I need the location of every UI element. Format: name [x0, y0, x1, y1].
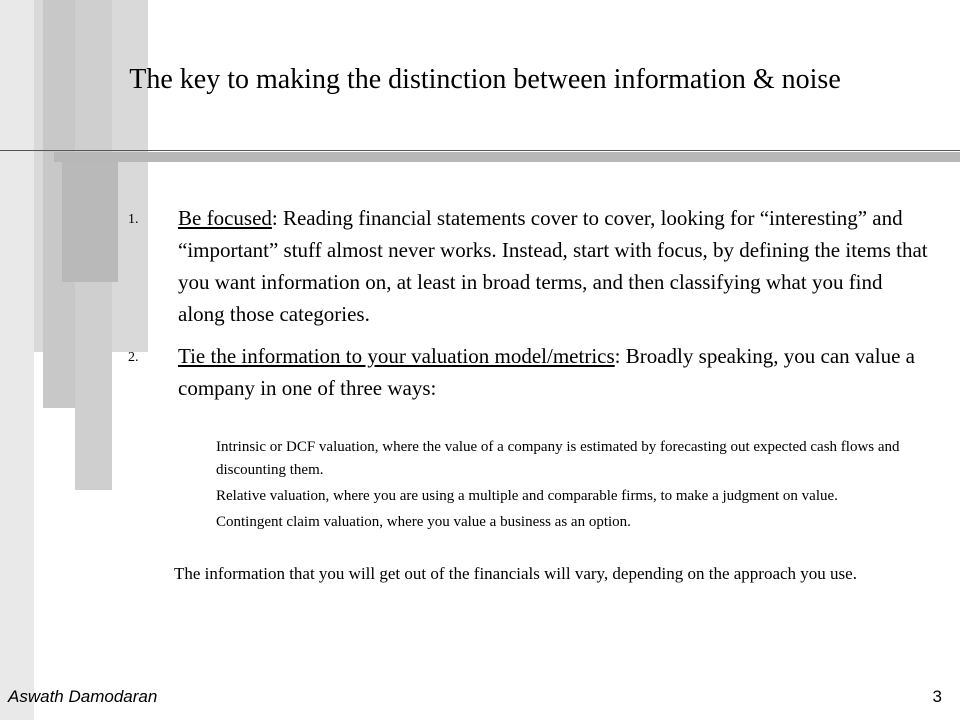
- list-item: [128, 202, 928, 330]
- item-text: : Reading financial statements cover to cover, looking for “interesting” and “important” stuff almost never works. Instead, start with focus, by defining the items that you want information on, at least in broad terms, and then classifying what you find along those categories.: [178, 206, 928, 326]
- item-text: : Broadly speaking, you can value a company in one of three ways:: [178, 344, 915, 400]
- title-rule: [0, 150, 960, 151]
- item-heading: Be focused: [178, 206, 272, 230]
- sub-item: Intrinsic or DCF valuation, where the value of a company is estimated by forecasting out expected cash flows and discounting them.: [216, 439, 900, 478]
- footer-author: Aswath Damodaran: [8, 687, 158, 706]
- title-rule-shadow: [54, 152, 960, 162]
- valuation-approaches: [216, 436, 928, 537]
- slide-title: The key to making the distinction between information & noise: [129, 64, 841, 95]
- closing-text: The information that you will get out of the financials will vary, depending on the approach you use.: [174, 564, 857, 583]
- decor-bar-1: [0, 0, 34, 720]
- decor-bar-5: [62, 160, 118, 282]
- sub-item: Contingent claim valuation, where you value a business as an option.: [216, 514, 631, 530]
- sub-item: Relative valuation, where you are using a multiple and comparable firms, to make a judgment on value.: [216, 488, 838, 504]
- item-heading: Tie the information to your valuation model/metrics: [178, 344, 615, 368]
- page-number: 3: [932, 687, 942, 706]
- item-number: 1.: [128, 212, 139, 227]
- list-item: [128, 340, 928, 404]
- item-number: 2.: [128, 350, 139, 365]
- numbered-list: [128, 202, 928, 404]
